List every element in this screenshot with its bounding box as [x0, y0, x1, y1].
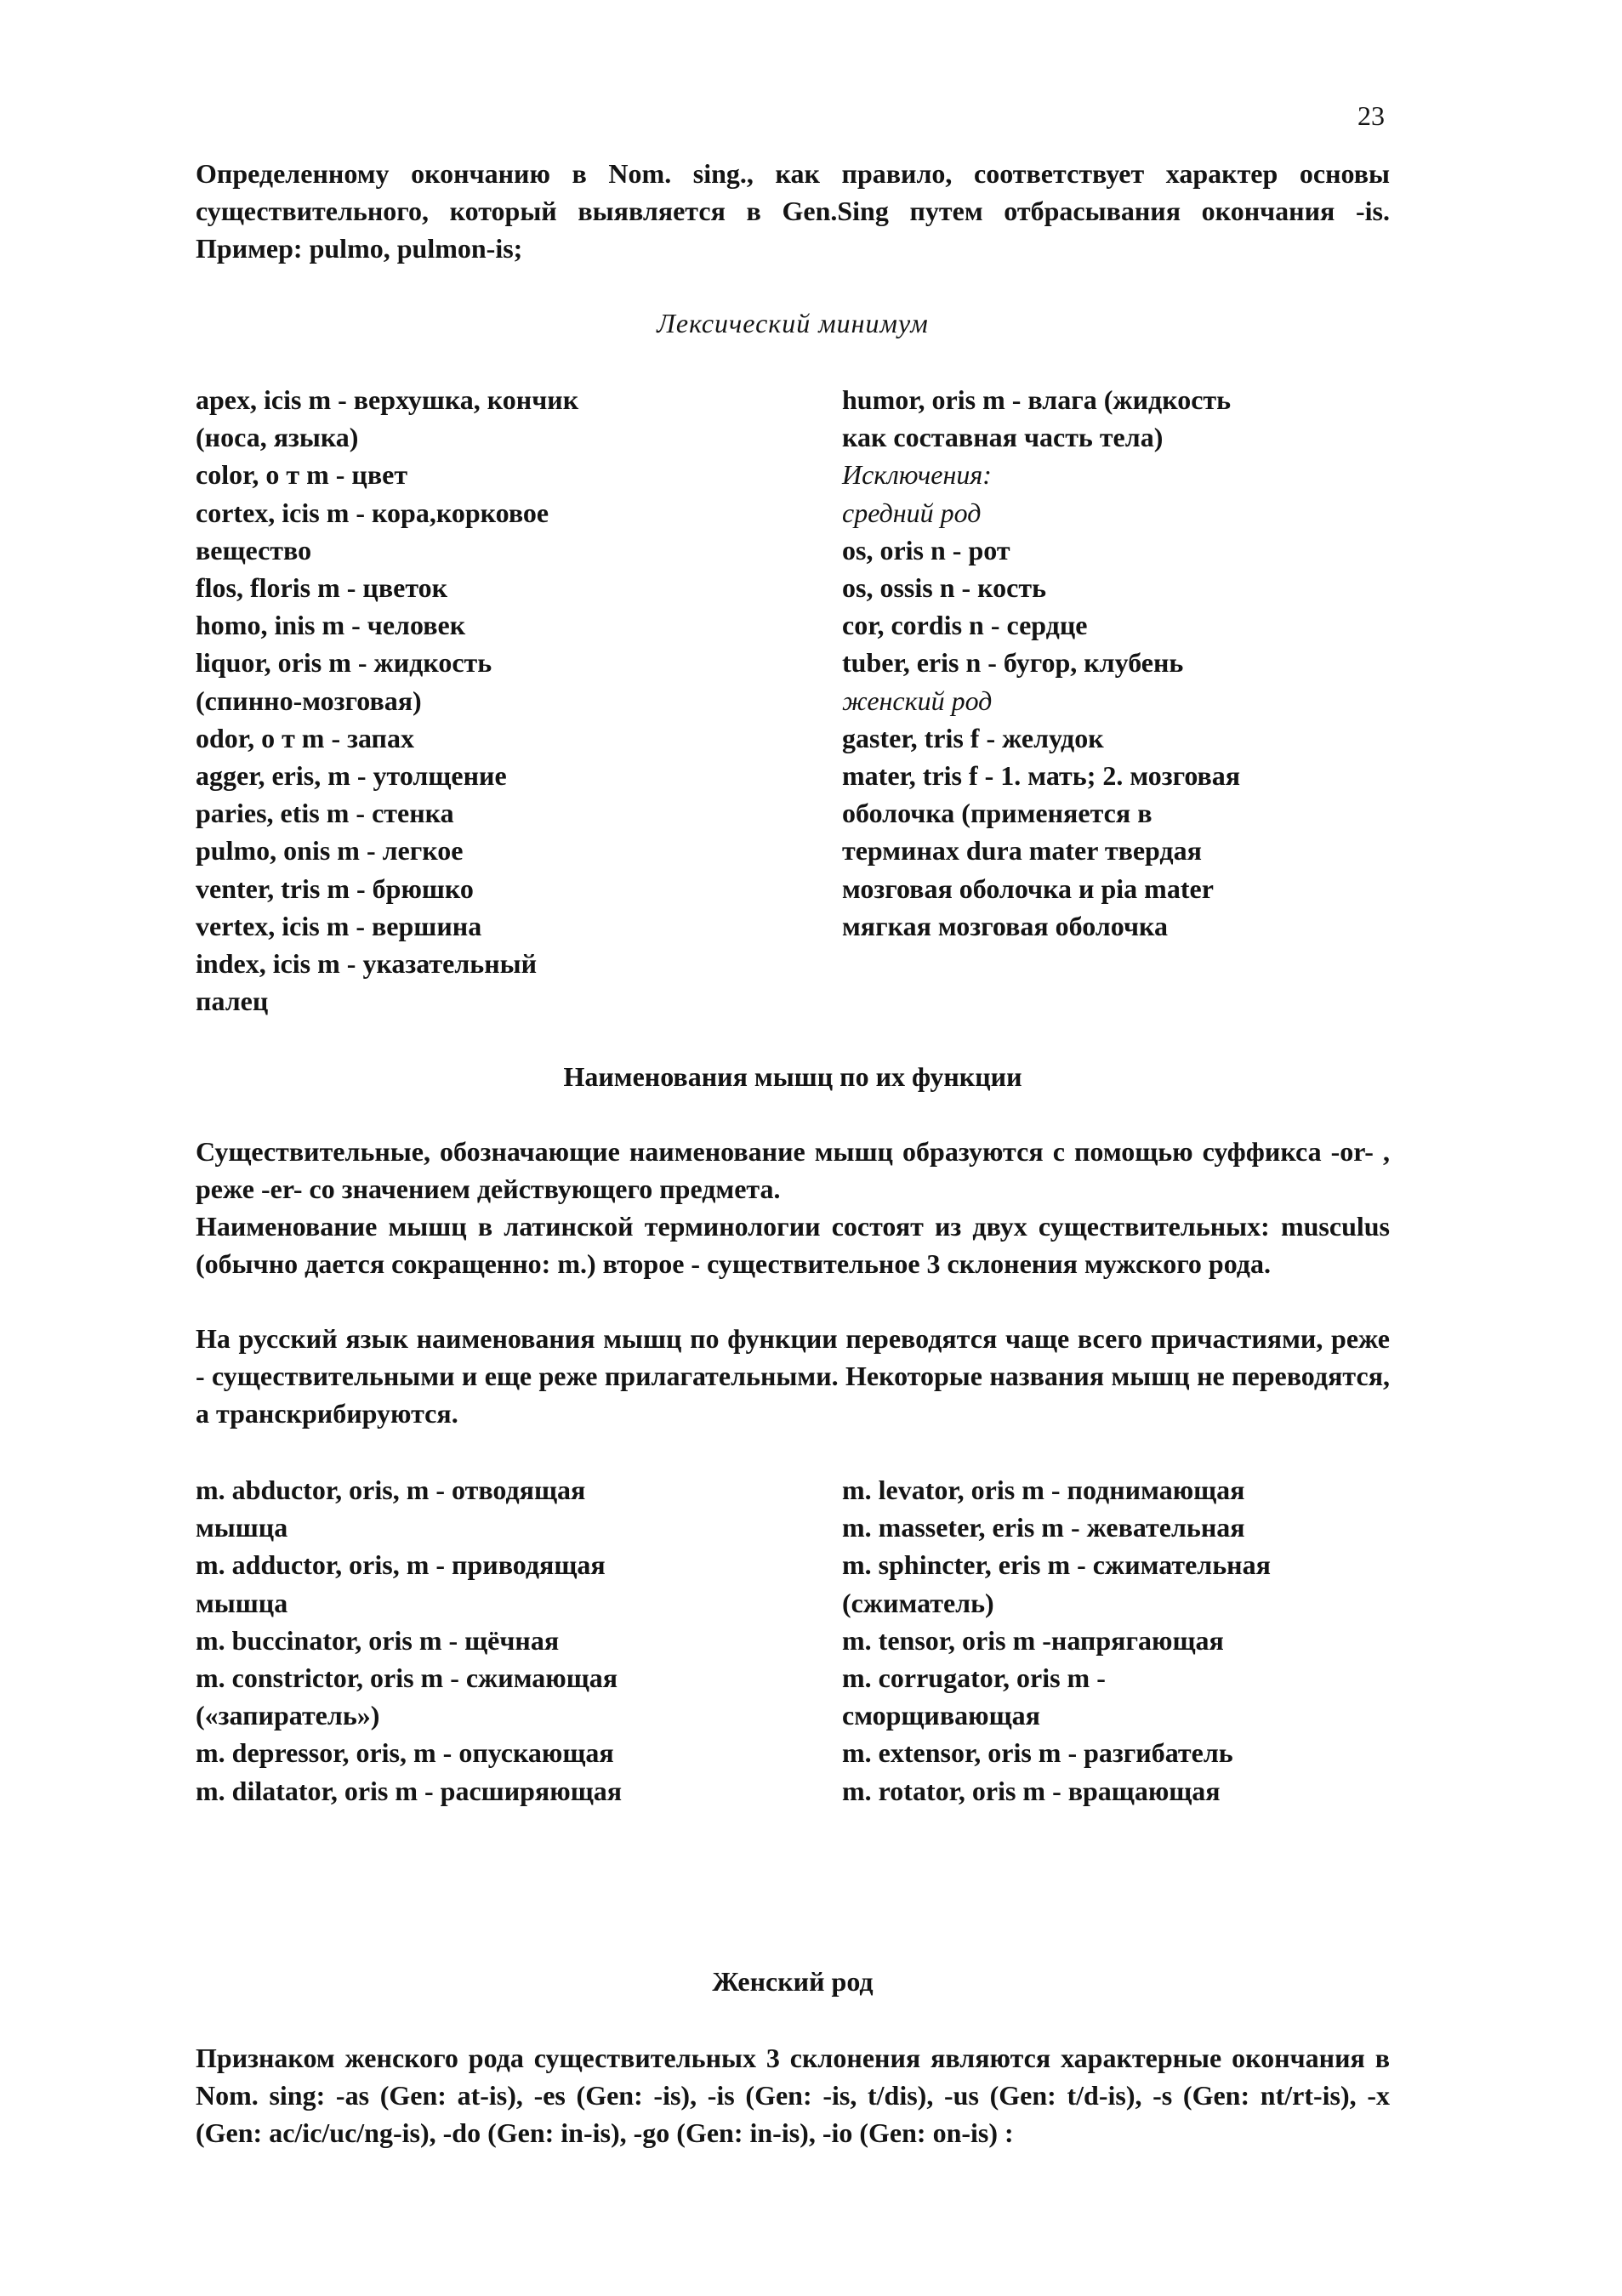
muscle-entry: сморщивающая — [842, 1700, 1040, 1731]
lexical-entry: vertex, icis m - вершина — [196, 910, 482, 941]
lexical-entry: flos, floris m - цветок — [196, 572, 448, 604]
feminine-heading: Женский род — [712, 1966, 874, 1997]
lexical-entry: liquor, oris m - жидкость — [196, 647, 492, 679]
page-number: 23 — [1357, 100, 1385, 131]
lexical-entry: humor, oris m - влага (жидкость — [842, 384, 1232, 415]
lexical-entry: терминах dura mater твердая — [842, 835, 1202, 867]
muscle-entry: (сжиматель) — [842, 1587, 994, 1618]
lexical-left-column — [196, 381, 706, 1020]
muscle-entry: m. corrugator, oris m - — [842, 1662, 1106, 1694]
lexical-entry: os, ossis n - кость — [842, 572, 1047, 604]
muscle-entry: m. extensor, oris m - разгибатель — [842, 1737, 1233, 1769]
lexical-entry: мозговая оболочка и pia mater — [842, 872, 1214, 904]
lexical-entry: venter, tris m - брюшко — [196, 872, 474, 904]
lexical-entry: cor, cordis n - сердце — [842, 610, 1088, 641]
muscle-entry: мышца — [196, 1512, 288, 1543]
lexical-entry: index, icis m - указательный — [196, 948, 538, 980]
muscles-paragraph-3: На русский язык наименования мышц по функции переводятся чаще всего причастиями, реже - существительными и еще реже прилагательными. Некоторые названия мышц не переводятся, а транскрибируются. — [196, 1323, 1390, 1429]
muscle-entry: m. buccinator, oris m - щёчная — [196, 1624, 560, 1656]
lexical-entry: gaster, tris f - желудок — [842, 722, 1104, 753]
lexical-entry: оболочка (применяется в — [842, 798, 1152, 829]
feminine-paragraph: Признаком женского рода существительных 3 склонения являются характерные окончания в Nom. sing: -as (Gen: at-is), -es (Gen: -is), -is (Gen: -is, t/dis), -us (Gen: t/d-is), -s (Gen: nt/rt-is), -x (Gen: ac/ic/uc/ng-is), -do (Gen: in-is), -go (Gen: in-is), -io (Gen: on-is) : — [196, 2043, 1390, 2148]
muscle-entry: мышца — [196, 1587, 288, 1618]
muscles-left-column — [196, 1471, 706, 1810]
lexical-entry: как составная часть тела) — [842, 422, 1164, 453]
muscle-entry: m. sphincter, eris m - сжимательная — [842, 1549, 1271, 1581]
muscle-entry: m. rotator, oris m - вращающая — [842, 1775, 1221, 1806]
lexical-entry: палец — [196, 986, 269, 1017]
gender-label-neuter: средний род — [842, 497, 982, 528]
muscle-entry: («запиратель») — [196, 1700, 380, 1731]
lexical-entry: pulmo, onis m - легкое — [196, 835, 464, 867]
lexical-entry: agger, eris, m - утолщение — [196, 760, 507, 792]
muscles-right-column — [842, 1471, 1386, 1810]
lexical-entry: apex, icis m - верхушка, кончик — [196, 384, 579, 415]
muscle-entry: m. depressor, oris, m - опускающая — [196, 1737, 614, 1769]
lexical-entry: odor, o т m - запах — [196, 722, 414, 753]
lexical-entry: (спинно-мозговая) — [196, 685, 422, 716]
muscle-entry: m. adductor, oris, m - приводящая — [196, 1549, 606, 1581]
lexical-entry: (носа, языка) — [196, 422, 359, 453]
muscle-entry: m. masseter, eris m - жевательная — [842, 1512, 1245, 1543]
muscles-heading: Наименования мышц по их функции — [563, 1061, 1022, 1092]
muscle-entry: m. tensor, oris m -напрягающая — [842, 1624, 1224, 1656]
exceptions-label: Исключения: — [842, 459, 992, 491]
intro-paragraph: Определенному окончанию в Nom. sing., как правило, соответствует характер основы существительного, который выявляется в Gen.Sing путем отбрасывания окончания -is. Пример: pulmo, pulmon-is; — [196, 158, 1390, 264]
lexical-entry: paries, etis m - стенка — [196, 798, 454, 829]
muscle-entry: m. dilatator, oris m - расширяющая — [196, 1775, 623, 1806]
lexical-right-column — [842, 381, 1386, 945]
lexical-entry: вещество — [196, 534, 312, 565]
lexical-minimum-heading: Лексический минимум — [657, 308, 929, 338]
lexical-entry: mater, tris f - 1. мать; 2. мозговая — [842, 760, 1241, 792]
lexical-entry: tuber, eris n - бугор, клубень — [842, 647, 1184, 679]
gender-label-feminine: женский род — [842, 685, 993, 716]
muscle-entry: m. abductor, oris, m - отводящая — [196, 1475, 586, 1505]
lexical-entry: os, oris n - рот — [842, 534, 1010, 565]
muscle-entry: m. levator, oris m - поднимающая — [842, 1475, 1245, 1505]
lexical-entry: homo, inis m - человек — [196, 610, 466, 641]
muscles-paragraph-2: Наименование мышц в латинской терминологии состоят из двух существительных: musculus (обычно дается сокращенно: m.) второе - существительное 3 склонения мужского рода. — [196, 1211, 1390, 1279]
muscle-entry: m. constrictor, oris m - сжимающая — [196, 1662, 618, 1694]
lexical-entry: мягкая мозговая оболочка — [842, 910, 1168, 941]
lexical-entry: cortex, icis m - кора,корковое — [196, 497, 549, 528]
lexical-entry: color, o т m - цвет — [196, 459, 408, 491]
muscles-paragraph-1: Существительные, обозначающие наименование мышц образуются с помощью суффикса -or- , реже -er- со значением действующего предмета. — [196, 1136, 1390, 1204]
